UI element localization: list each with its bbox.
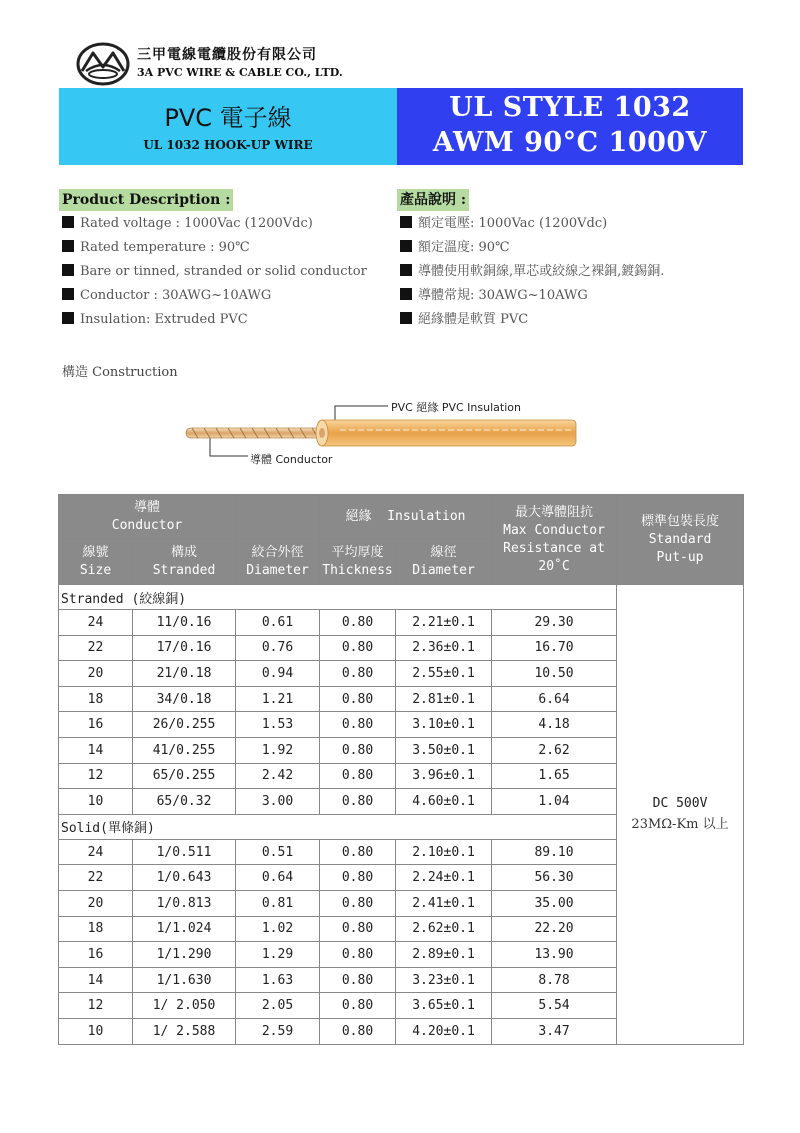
table-cell: 2.21±0.1 <box>396 610 492 636</box>
list-item: Conductor : 30AWG~10AWG <box>62 286 367 310</box>
table-cell: 22 <box>59 635 133 661</box>
table-cell: 2.62 <box>492 737 617 763</box>
table-cell: 18 <box>59 916 133 942</box>
section-row <box>59 585 744 610</box>
table-cell: 0.80 <box>320 737 396 763</box>
style-line-1: UL STYLE 1032 <box>449 92 691 123</box>
table-cell: 14 <box>59 967 133 993</box>
table-cell: 24 <box>59 610 133 636</box>
table-cell: 12 <box>59 763 133 789</box>
table-cell: 34/0.18 <box>133 686 236 712</box>
table-cell: 0.80 <box>320 865 396 891</box>
banner-style-rating <box>397 88 743 165</box>
table-cell: 2.62±0.1 <box>396 916 492 942</box>
table-cell: 1.63 <box>236 967 320 993</box>
header-insulation: 絕緣 Insulation <box>320 495 492 539</box>
table-cell: 1.65 <box>492 763 617 789</box>
table-cell: 16.70 <box>492 635 617 661</box>
spec-table-body <box>59 585 744 1045</box>
putup-cell <box>617 585 744 1045</box>
table-cell: 20 <box>59 661 133 687</box>
table-cell: 3.50±0.1 <box>396 737 492 763</box>
list-item: 額定溫度: 90℃ <box>400 238 664 262</box>
table-cell: 18 <box>59 686 133 712</box>
header-size: 線號 Size <box>59 539 133 585</box>
table-cell: 3.23±0.1 <box>396 967 492 993</box>
conductor-label: 導體 Conductor <box>250 453 333 466</box>
description-heading-cn: 產品說明 : <box>397 189 469 211</box>
table-cell: 1.29 <box>236 942 320 968</box>
table-cell: 16 <box>59 942 133 968</box>
table-cell: 0.61 <box>236 610 320 636</box>
table-cell: 12 <box>59 993 133 1019</box>
company-name-en: 3A PVC WIRE & CABLE CO., LTD. <box>137 66 343 79</box>
table-cell: 0.76 <box>236 635 320 661</box>
style-line-2: AWM 90°C 1000V <box>432 127 708 158</box>
list-item: Bare or tinned, stranded or solid conductor <box>62 262 367 286</box>
table-cell: 24 <box>59 839 133 865</box>
header-insulation-diameter: 線徑 Diameter <box>396 539 492 585</box>
table-cell: 29.30 <box>492 610 617 636</box>
table-cell: 22 <box>59 865 133 891</box>
header-stranded: 構成 Stranded <box>133 539 236 585</box>
product-subtitle: UL 1032 HOOK-UP WIRE <box>143 138 313 152</box>
table-cell: 14 <box>59 737 133 763</box>
table-cell: 3.10±0.1 <box>396 712 492 738</box>
table-cell: 1/ 2.050 <box>133 993 236 1019</box>
table-cell: 0.80 <box>320 789 396 815</box>
table-cell: 1/ 2.588 <box>133 1018 236 1044</box>
table-cell: 65/0.32 <box>133 789 236 815</box>
header-conductor: 導體 Conductor <box>59 495 236 539</box>
putup-voltage: DC 500V <box>652 796 708 812</box>
table-cell: 4.20±0.1 <box>396 1018 492 1044</box>
banner-product-title <box>59 88 397 165</box>
header-putup: 標準包裝長度 Standard Put-up <box>617 495 744 585</box>
table-cell: 2.81±0.1 <box>396 686 492 712</box>
table-cell: 35.00 <box>492 890 617 916</box>
table-cell: 1/1.290 <box>133 942 236 968</box>
table-cell: 2.05 <box>236 993 320 1019</box>
product-title: PVC 電子線 <box>164 104 292 132</box>
table-cell: 3.96±0.1 <box>396 763 492 789</box>
table-cell: 0.80 <box>320 1018 396 1044</box>
table-cell: 2.10±0.1 <box>396 839 492 865</box>
table-cell: 2.41±0.1 <box>396 890 492 916</box>
section-label: Solid(單條銅) <box>59 814 617 839</box>
table-cell: 0.80 <box>320 916 396 942</box>
table-cell: 2.59 <box>236 1018 320 1044</box>
table-cell: 3.65±0.1 <box>396 993 492 1019</box>
table-cell: 17/0.16 <box>133 635 236 661</box>
table-cell: 56.30 <box>492 865 617 891</box>
list-item: 導體使用軟銅線,單芯或絞線之裸銅,鍍錫銅. <box>400 262 664 286</box>
table-cell: 10 <box>59 1018 133 1044</box>
table-cell: 1/0.813 <box>133 890 236 916</box>
table-cell: 1.02 <box>236 916 320 942</box>
table-cell: 1/1.024 <box>133 916 236 942</box>
table-cell: 0.80 <box>320 712 396 738</box>
section-label: Stranded (絞線銅) <box>59 585 617 610</box>
table-cell: 0.80 <box>320 610 396 636</box>
table-cell: 1.04 <box>492 789 617 815</box>
table-cell: 0.80 <box>320 890 396 916</box>
list-item: 額定電壓: 1000Vac (1200Vdc) <box>400 214 664 238</box>
company-logo-icon <box>76 41 130 87</box>
table-cell: 0.94 <box>236 661 320 687</box>
table-cell: 10.50 <box>492 661 617 687</box>
company-name-cn: 三甲電線電纜股份有限公司 <box>137 47 317 63</box>
table-cell: 10 <box>59 789 133 815</box>
header-conductor-diameter-top <box>236 495 320 539</box>
table-cell: 2.24±0.1 <box>396 865 492 891</box>
description-heading-en: Product Description : <box>59 189 233 211</box>
table-cell: 0.64 <box>236 865 320 891</box>
table-cell: 1.92 <box>236 737 320 763</box>
header-resistance: 最大導體阻抗 Max Conductor Resistance at 20˚C <box>492 495 617 585</box>
table-cell: 1.21 <box>236 686 320 712</box>
table-cell: 41/0.255 <box>133 737 236 763</box>
table-cell: 1/0.511 <box>133 839 236 865</box>
description-list-cn <box>400 214 664 334</box>
insulation-label: PVC 絕緣 PVC Insulation <box>391 401 521 414</box>
list-item: Insulation: Extruded PVC <box>62 310 367 334</box>
table-cell: 0.80 <box>320 763 396 789</box>
list-item: 導體常規: 30AWG~10AWG <box>400 286 664 310</box>
table-cell: 1/1.630 <box>133 967 236 993</box>
spec-table <box>58 494 744 1045</box>
header-conductor-diameter: 絞合外徑 Diameter <box>236 539 320 585</box>
table-cell: 2.55±0.1 <box>396 661 492 687</box>
table-cell: 21/0.18 <box>133 661 236 687</box>
table-cell: 65/0.255 <box>133 763 236 789</box>
construction-label: 構造 Construction <box>62 365 178 380</box>
table-cell: 0.51 <box>236 839 320 865</box>
table-cell: 0.80 <box>320 839 396 865</box>
table-cell: 1/0.643 <box>133 865 236 891</box>
table-cell: 0.80 <box>320 661 396 687</box>
table-cell: 4.18 <box>492 712 617 738</box>
table-cell: 8.78 <box>492 967 617 993</box>
table-cell: 89.10 <box>492 839 617 865</box>
table-cell: 0.80 <box>320 967 396 993</box>
table-cell: 22.20 <box>492 916 617 942</box>
table-cell: 20 <box>59 890 133 916</box>
table-cell: 2.36±0.1 <box>396 635 492 661</box>
list-item: Rated voltage : 1000Vac (1200Vdc) <box>62 214 367 238</box>
description-list-en <box>62 214 367 334</box>
list-item: 絕緣體是軟質 PVC <box>400 310 664 334</box>
table-cell: 0.80 <box>320 993 396 1019</box>
table-cell: 5.54 <box>492 993 617 1019</box>
header-thickness: 平均厚度 Thickness <box>320 539 396 585</box>
table-cell: 0.80 <box>320 942 396 968</box>
table-cell: 0.81 <box>236 890 320 916</box>
table-cell: 3.47 <box>492 1018 617 1044</box>
table-cell: 1.53 <box>236 712 320 738</box>
table-cell: 6.64 <box>492 686 617 712</box>
table-cell: 0.80 <box>320 686 396 712</box>
table-cell: 3.00 <box>236 789 320 815</box>
putup-resistance: 23MΩ-Km 以上 <box>631 817 729 833</box>
table-cell: 26/0.255 <box>133 712 236 738</box>
table-cell: 0.80 <box>320 635 396 661</box>
table-cell: 13.90 <box>492 942 617 968</box>
table-cell: 2.42 <box>236 763 320 789</box>
list-item: Rated temperature : 90℃ <box>62 238 367 262</box>
table-cell: 4.60±0.1 <box>396 789 492 815</box>
table-cell: 16 <box>59 712 133 738</box>
table-cell: 2.89±0.1 <box>396 942 492 968</box>
table-cell: 11/0.16 <box>133 610 236 636</box>
